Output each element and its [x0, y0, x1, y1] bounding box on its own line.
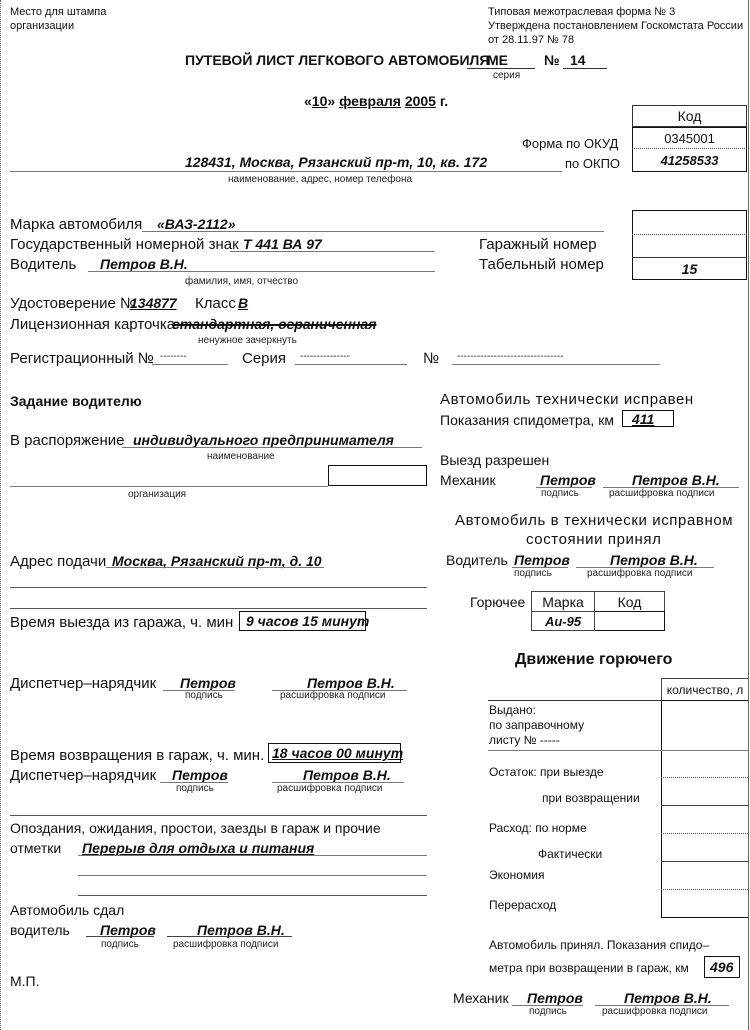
form-info-line-3: от 28.11.97 № 78 [488, 34, 575, 46]
marks-line-1 [78, 855, 427, 856]
date-day[interactable]: 10 [311, 93, 328, 109]
dispatcher2-signature-caption: подпись [176, 783, 214, 794]
handed-signature[interactable]: Петров [100, 922, 156, 938]
handed-name-caption: расшифровка подписи [173, 939, 279, 950]
tab-number-value[interactable]: 15 [632, 257, 747, 280]
accepted-line-2: состоянии принял [526, 531, 662, 548]
plate-label: Государственный номерной знак [10, 236, 239, 253]
return-time-label: Время возвращения в гараж, ч. мин. [10, 747, 265, 764]
organization-task-line [10, 486, 328, 487]
license-value[interactable]: 134877 [130, 295, 177, 311]
fuel-row-label: Остаток: при выезде [489, 765, 604, 779]
org-code-box[interactable] [328, 465, 427, 486]
fuel-code-header: Код [595, 591, 665, 611]
accepting-driver-name[interactable]: Петров В.Н. [610, 552, 698, 568]
address-line-3 [10, 608, 427, 609]
document-title: ПУТЕВОЙ ЛИСТ ЛЕГКОВОГО АВТОМОБИЛЯ [185, 52, 490, 68]
number-value[interactable]: 14 [570, 52, 586, 68]
car-brand-line [142, 231, 604, 232]
stamp-line-1: Место для штампа [10, 6, 107, 18]
accepting-driver-signature-caption: подпись [514, 568, 552, 579]
fuel-row-label: Фактически [538, 847, 603, 861]
driver-caption: фамилия, имя, отчество [185, 276, 299, 287]
plate-line [230, 251, 435, 252]
dispatcher-label: Диспетчер–нарядчик [10, 675, 157, 692]
fuel-movement-heading: Движение горючего [515, 651, 673, 668]
fuel-row-label: Экономия [489, 868, 545, 882]
return-odometer-value[interactable]: 496 [710, 959, 734, 975]
car-brand-value[interactable]: «ВАЗ-2112» [157, 216, 236, 232]
garage-number-value[interactable] [632, 234, 747, 257]
code-header: Код [632, 105, 747, 127]
fuel-qty-header: количество, л [661, 678, 748, 701]
departure-time-value[interactable]: 9 часов 15 минут [246, 613, 370, 629]
handed-name[interactable]: Петров В.Н. [197, 922, 285, 938]
date-quote-close: » [327, 93, 336, 109]
license-card-label: Лицензионная карточка [10, 316, 176, 333]
mechanic-name[interactable]: Петров В.Н. [632, 472, 720, 488]
series-caption: серия [493, 70, 521, 81]
fuel-brand-header: Марка [531, 591, 595, 611]
return-mechanic-signature-caption: подпись [529, 1006, 567, 1017]
reg-series-label: Серия [242, 350, 287, 367]
number-line [563, 68, 607, 69]
issued-label [489, 703, 584, 748]
mechanic-signature[interactable]: Петров [540, 472, 596, 488]
delays-separator [10, 815, 427, 816]
fuel-row-value[interactable] [661, 806, 748, 834]
handed-name-line [167, 936, 292, 937]
fuel-row-label: Расход: по норме [489, 821, 587, 835]
disposal-caption: наименование [207, 451, 275, 462]
accepted-line-1: Автомобиль в технически исправном [455, 512, 734, 529]
reg-no-label: № [423, 350, 440, 367]
license-label: Удостоверение № [10, 295, 137, 312]
mechanic-label: Механик [440, 472, 496, 488]
marks-label: отметки [10, 840, 62, 856]
fuel-row-label: при возвращении [542, 791, 640, 805]
organization-line [10, 171, 562, 172]
accepting-driver-name-caption: расшифровка подписи [587, 568, 693, 579]
dispatcher-signature[interactable]: Петров [180, 675, 236, 691]
return-time-value[interactable]: 18 часов 00 минут [272, 745, 404, 761]
handed-signature-caption: подпись [101, 939, 139, 950]
disposal-value[interactable]: индивидуального предпринимателя [133, 432, 394, 448]
driver-label: Водитель [10, 256, 77, 273]
dispatcher2-label: Диспетчер–нарядчик [10, 767, 157, 784]
license-card-value[interactable]: стандартная, ограниченная [172, 316, 377, 332]
marks-value[interactable]: Перерыв для отдыха и питания [82, 840, 315, 856]
organization-caption: наименование, адрес, номер телефона [228, 174, 413, 185]
issued-line-3: листу № ----- [489, 733, 560, 747]
return-mechanic-label: Механик [453, 990, 509, 1006]
mechanic-name-caption: расшифровка подписи [609, 488, 715, 499]
document-date [304, 93, 448, 109]
return-mechanic-name[interactable]: Петров В.Н. [624, 990, 712, 1006]
address-value[interactable]: Москва, Рязанский пр-т, д. 10 [112, 553, 322, 569]
form-info [488, 5, 743, 47]
fuel-row-value[interactable] [661, 862, 748, 890]
fuel-row-value[interactable] [661, 834, 748, 862]
garage-number-label: Гаражный номер [479, 236, 597, 253]
address-label: Адрес подачи [10, 553, 107, 570]
address-line-2 [10, 587, 427, 588]
form-info-line-2: Утверждена постановлением Госкомстата России [488, 20, 744, 32]
accepting-driver-signature[interactable]: Петров [514, 552, 570, 568]
return-mechanic-signature[interactable]: Петров [527, 990, 583, 1006]
page-left-border [0, 0, 1, 1030]
task-heading: Задание водителю [10, 393, 142, 409]
tech-ok-label: Автомобиль технически исправен [440, 391, 694, 408]
fuel-row-label: Перерасход [489, 898, 557, 912]
dispatcher-name-caption: расшифровка подписи [280, 690, 386, 701]
number-label: № [544, 52, 560, 68]
return-odometer-text-2: метра при возвращении в гараж, км [489, 961, 689, 975]
class-label: Класс [195, 295, 236, 312]
fuel-label: Горючее [470, 594, 526, 610]
plate-value[interactable]: Т 441 ВА 97 [243, 236, 322, 252]
departure-allowed-label: Выезд разрешен [440, 452, 550, 468]
dispatcher-signature-caption: подпись [185, 690, 223, 701]
series-line [467, 68, 535, 69]
fuel-brand-value[interactable]: Аи-95 [531, 611, 595, 631]
reg-series-line [295, 364, 407, 365]
stamp-line-2: организации [10, 20, 75, 32]
organization-task-caption: организация [128, 489, 187, 500]
issued-line-1: Выдано: [489, 703, 536, 717]
driver-line [88, 271, 435, 272]
registration-label: Регистрационный № [10, 350, 154, 367]
okpo-value[interactable]: 41258533 [632, 149, 747, 172]
reg-no-line [452, 364, 660, 365]
page-right-border [748, 0, 749, 1030]
okud-value[interactable]: 0345001 [632, 127, 747, 149]
odometer-label: Показания спидометра, км [440, 412, 614, 428]
registration-value[interactable]: -------- [160, 351, 187, 362]
return-odometer-text-1: Автомобиль принял. Показания спидо– [489, 938, 710, 952]
issued-qty-value[interactable] [661, 700, 748, 750]
fuel-code-value[interactable] [595, 611, 665, 631]
form-info-line-1: Типовая межотраслевая форма № 3 [488, 6, 676, 18]
handed-signature-line [86, 936, 154, 937]
disposal-label: В распоряжение [10, 432, 125, 449]
handed-label: Автомобиль сдал [10, 902, 125, 918]
fuel-row-value[interactable] [661, 890, 748, 918]
marks-line-2 [78, 875, 427, 876]
departure-time-label: Время выезда из гаража, ч. мин [10, 614, 234, 631]
issued-line-2: по заправочному [489, 718, 585, 732]
dispatcher2-name-caption: расшифровка подписи [277, 783, 383, 794]
organization-value[interactable]: 128431, Москва, Рязанский пр-т, 10, кв. 172 [185, 154, 488, 170]
tab-number-label: Табельный номер [479, 256, 604, 273]
car-brand-label: Марка автомобиля [10, 216, 143, 233]
delays-label: Опоздания, ожидания, простои, заезды в гараж и прочие [10, 820, 381, 836]
registration-line [152, 364, 228, 365]
disposal-line [122, 447, 422, 448]
accepting-driver-label: Водитель [446, 552, 508, 568]
date-year[interactable]: 2005 [404, 93, 436, 109]
series-value[interactable]: МЕ [487, 52, 508, 68]
dispatcher2-name[interactable]: Петров В.Н. [303, 767, 391, 783]
dispatcher-name[interactable]: Петров В.Н. [307, 675, 395, 691]
return-mechanic-name-caption: расшифровка подписи [602, 1006, 708, 1017]
okud-label: Форма по ОКУД [522, 136, 619, 151]
date-suffix: г. [439, 93, 449, 109]
stamp-mark: М.П. [10, 973, 40, 989]
class-value[interactable]: В [238, 295, 249, 311]
date-month[interactable]: февраля [339, 93, 401, 109]
address-line [106, 567, 324, 568]
mechanic-signature-caption: подпись [541, 488, 579, 499]
marks-line-3 [78, 895, 427, 896]
fuel-row-value[interactable] [661, 750, 748, 778]
handed-driver-label: водитель [10, 922, 70, 938]
fuel-row-value[interactable] [661, 778, 748, 806]
date-quote-open: « [304, 93, 312, 109]
okpo-label: по ОКПО [565, 156, 621, 171]
stamp-place-label [10, 5, 106, 33]
odometer-value[interactable]: 411 [632, 411, 655, 427]
license-card-caption: ненужное зачеркнуть [198, 335, 297, 346]
driver-value[interactable]: Петров В.Н. [100, 256, 188, 272]
reg-no-value[interactable]: -------------------------------- [457, 351, 564, 362]
dispatcher2-signature[interactable]: Петров [172, 767, 228, 783]
reg-series-value[interactable]: --------------- [300, 351, 350, 362]
